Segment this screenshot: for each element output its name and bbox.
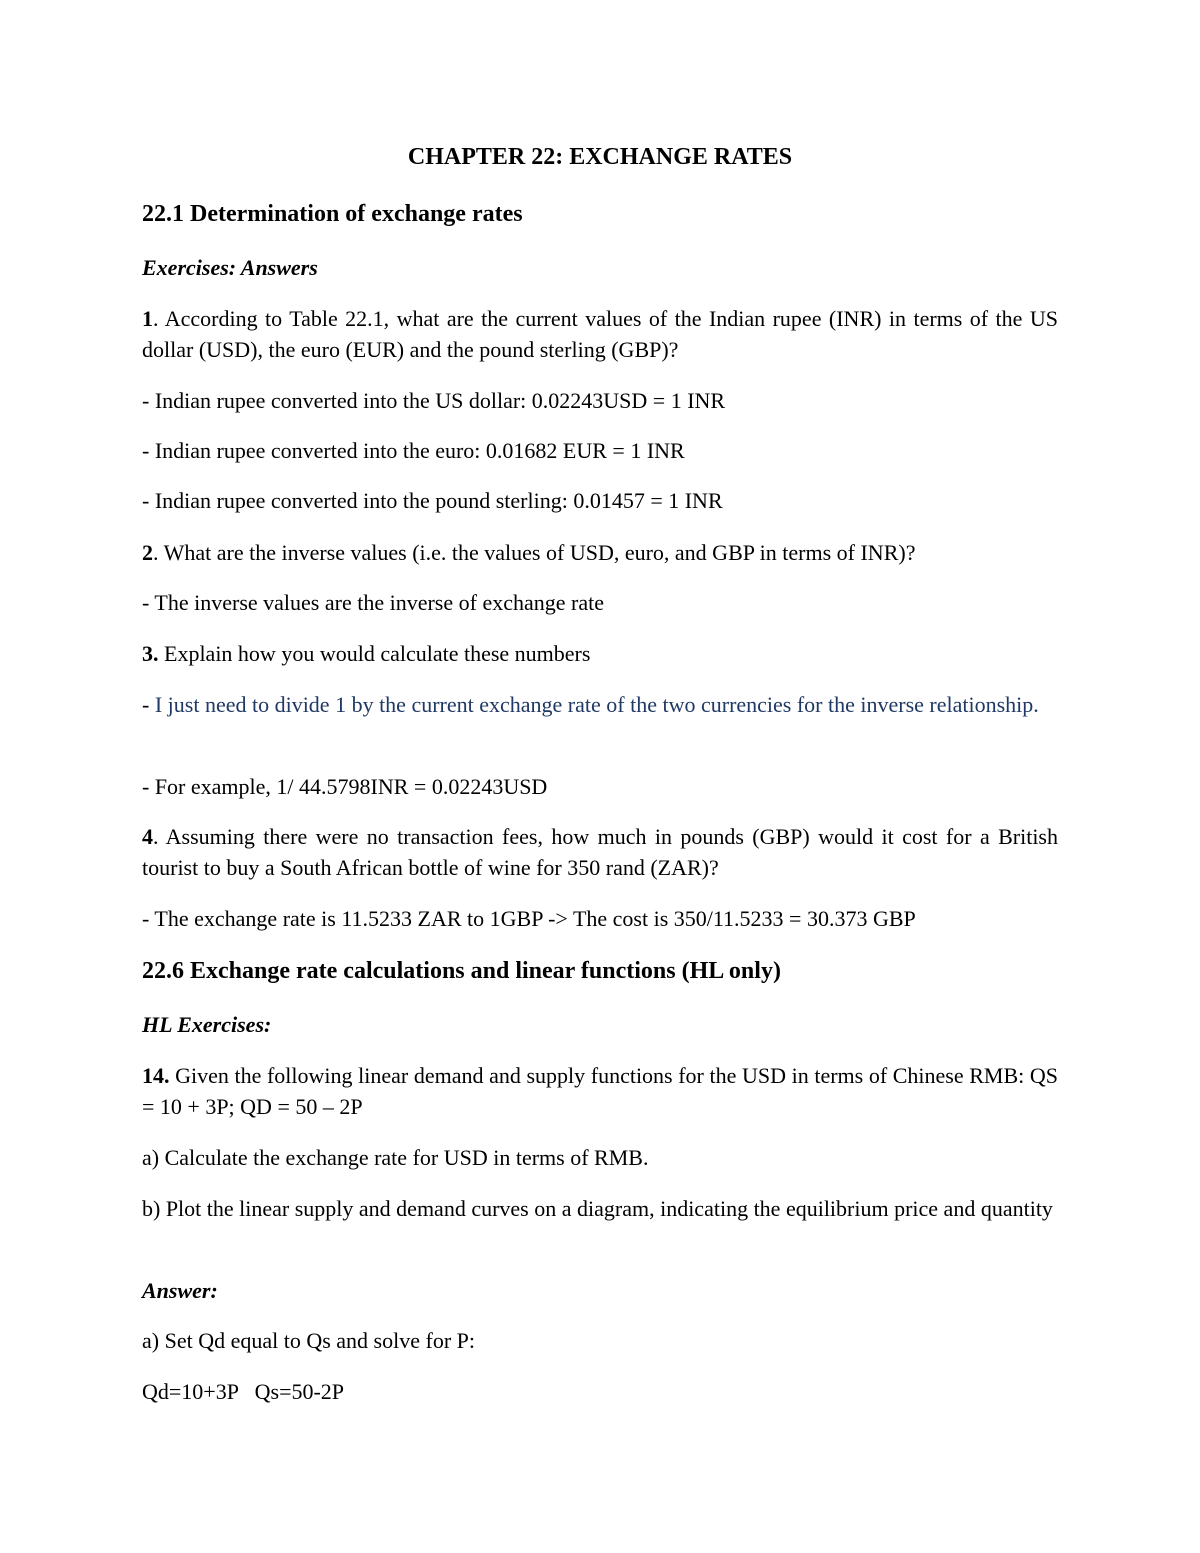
answer-2: - The inverse values are the inverse of exchange rate xyxy=(142,590,604,615)
question-text: Given the following linear demand and supply functions for the USD in terms of Chinese RMB: QS = 10 + 3P; QD = 50 – 2P xyxy=(142,1063,1058,1119)
answer-1-usd: - Indian rupee converted into the US dollar: 0.02243USD = 1 INR xyxy=(142,388,726,413)
question-text: . Assuming there were no transaction fees, how much in pounds (GBP) would it cost for a British tourist to buy a South African bottle of wine for 350 rand (ZAR)? xyxy=(142,824,1058,880)
question-number: 3. xyxy=(142,641,159,666)
question-14a: a) Calculate the exchange rate for USD in terms of RMB. xyxy=(142,1145,649,1170)
chapter-title: CHAPTER 22: EXCHANGE RATES xyxy=(407,144,793,170)
question-3 xyxy=(142,638,1058,669)
question-14b: b) Plot the linear supply and demand curves on a diagram, indicating the equilibrium price and quantity xyxy=(142,1196,1053,1221)
answer-1-eur: - Indian rupee converted into the euro: 0.01682 EUR = 1 INR xyxy=(142,438,685,463)
equation: Qd=10+3P Qs=50-2P xyxy=(142,1379,345,1404)
exercises-label: Exercises: Answers xyxy=(142,255,318,280)
question-number: 1 xyxy=(142,306,153,331)
answer-1-gbp: - Indian rupee converted into the pound sterling: 0.01457 = 1 INR xyxy=(142,488,723,513)
answer-3-example: - For example, 1/ 44.5798INR = 0.02243USD xyxy=(142,774,548,799)
answer-4: - The exchange rate is 11.5233 ZAR to 1GBP -> The cost is 350/11.5233 = 30.373 GBP xyxy=(142,906,916,931)
answer-label: Answer: xyxy=(142,1278,218,1303)
section-heading-22-6: 22.6 Exchange rate calculations and linear functions (HL only) xyxy=(142,958,781,984)
section-heading-22-1: 22.1 Determination of exchange rates xyxy=(142,201,523,227)
question-1 xyxy=(142,303,1058,365)
question-number: 14. xyxy=(142,1063,170,1088)
question-2 xyxy=(142,537,1058,568)
question-text: . According to Table 22.1, what are the current values of the Indian rupee (INR) in terms of the US dollar (USD), the euro (EUR) and the pound sterling (GBP)? xyxy=(142,306,1058,362)
question-4 xyxy=(142,821,1058,883)
question-14 xyxy=(142,1060,1058,1122)
question-text: . What are the inverse values (i.e. the values of USD, euro, and GBP in terms of INR)? xyxy=(153,540,916,565)
answer-a: a) Set Qd equal to Qs and solve for P: xyxy=(142,1328,475,1353)
question-number: 4 xyxy=(142,824,153,849)
question-number: 2 xyxy=(142,540,153,565)
answer-dash: - xyxy=(142,692,155,717)
answer-3 xyxy=(142,689,1058,720)
hl-exercises-label: HL Exercises: xyxy=(142,1012,272,1037)
question-text: Explain how you would calculate these numbers xyxy=(158,641,591,666)
answer-text: I just need to divide 1 by the current exchange rate of the two currencies for the inverse relationship. xyxy=(154,692,1039,717)
